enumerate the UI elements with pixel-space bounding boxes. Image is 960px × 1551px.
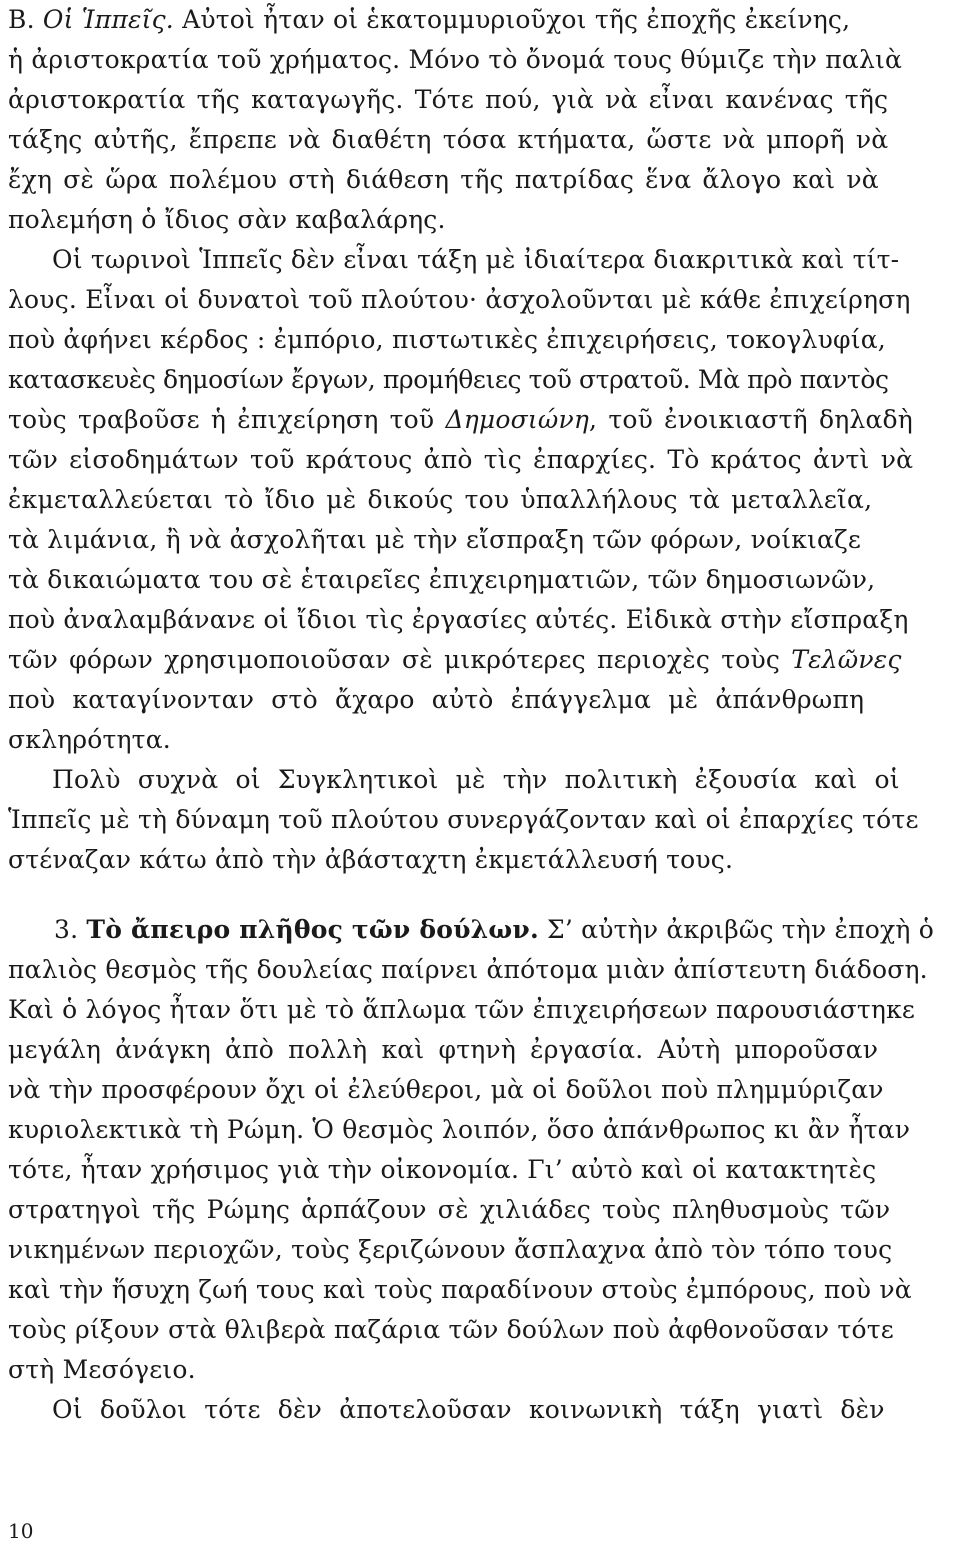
text-line: ποὺ ἀφήνει κέρδος : ἐμπόριο, πιστωτικὲς ἐπιχειρήσεις, τοκογλυφία,: [8, 325, 886, 354]
text-line: τὰ λιμάνια, ἢ νὰ ἀσχολῆται μὲ τὴν εἴσπραξη τῶν φόρων, νοίκιαζε: [8, 525, 862, 554]
text-line: λους. Εἶναι οἱ δυνατοὶ τοῦ πλούτου· ἀσχολοῦνται μὲ κάθε ἐπιχείρηση: [8, 285, 911, 314]
text-line: τὰ δικαιώματα του σὲ ἑταιρεῖες ἐπιχειρηματιῶν, τῶν δημοσιωνῶν,: [8, 565, 876, 594]
text-line: ἡ ἀριστοκρατία τοῦ χρήματος. Μόνο τὸ ὄνομά τους θύμιζε τὴν παλιὰ: [8, 45, 903, 74]
text-line: ἀριστοκρατία τῆς καταγωγῆς. Τότε πού, γιὰ νὰ εἶναι κανένας τῆς: [8, 85, 889, 114]
text-line: ἔχη σὲ ὥρα πολέμου στὴ διάθεση τῆς πατρίδας ἕνα ἄλογο καὶ νὰ: [8, 165, 879, 194]
text-line: στὴ Μεσόγειο.: [8, 1355, 196, 1384]
section-heading: Τὸ ἄπειρο πλῆθος τῶν δούλων.: [86, 915, 539, 944]
text-line: μεγάλη ἀνάγκη ἀπὸ πολλὴ καὶ φτηνὴ ἐργασία. Αὐτὴ μποροῦσαν: [8, 1035, 879, 1064]
section-heading-line: 3. Τὸ ἄπειρο πλῆθος τῶν δούλων. Σ’ αὐτὴν ἀκριβῶς τὴν ἐποχὴ ὁ: [54, 915, 934, 944]
text-line: Οἱ δοῦλοι τότε δὲν ἀποτελοῦσαν κοινωνικὴ τάξη γιατὶ δὲν: [52, 1395, 885, 1424]
text-line: καὶ τὴν ἥσυχη ζωή τους καὶ τοὺς παραδίνουν στοὺς ἐμπόρους, ποὺ νὰ: [8, 1275, 912, 1304]
text-line: κατασκευὲς δημοσίων ἔργων, προμήθειες τοῦ στρατοῦ. Μὰ πρὸ παντὸς: [8, 365, 889, 394]
text-line: στέναζαν κάτω ἀπὸ τὴν ἀβάσταχτη ἐκμετάλλευσή τους.: [8, 845, 734, 874]
text-line: τάξης αὐτῆς, ἔπρεπε νὰ διαθέτη τόσα κτήματα, ὥστε νὰ μπορῆ νὰ: [8, 125, 889, 154]
text-line: τότε, ἦταν χρήσιμος γιὰ τὴν οἰκονομία. Γι’ αὐτὸ καὶ οἱ κατακτητὲς: [8, 1155, 877, 1184]
text-line: Οἱ τωρινοὶ Ἱππεῖς δὲν εἶναι τάξη μὲ ἰδιαίτερα διακριτικὰ καὶ τίτ-: [52, 245, 900, 274]
text-line: νικημένων περιοχῶν, τοὺς ξεριζώνουν ἄσπλαχνα ἀπὸ τὸν τόπο τους: [8, 1235, 893, 1264]
text-line: σκληρότητα.: [8, 725, 171, 754]
text-line: κυριολεκτικὰ τὴ Ρώμη. Ὁ θεσμὸς λοιπόν, ὅσο ἀπάνθρωπος κι ἂν ἦταν: [8, 1115, 911, 1144]
text-line: τοὺς ρίξουν στὰ θλιβερὰ παζάρια τῶν δούλων ποὺ ἀφθονοῦσαν τότε: [8, 1315, 894, 1344]
text-line: Καὶ ὁ λόγος ἦταν ὅτι μὲ τὸ ἅπλωμα τῶν ἐπιχειρήσεων παρουσιάστηκε: [8, 995, 916, 1024]
text-line: παλιὸς θεσμὸς τῆς δουλείας παίρνει ἀπότομα μιὰν ἀπίστευτη διάδοση.: [8, 955, 928, 984]
text-line: τοὺς τραβοῦσε ἡ ἐπιχείρηση τοῦ Δημοσιώνη, τοῦ ἐνοικιαστῆ δηλαδὴ: [8, 405, 913, 434]
page-number: 10: [8, 1519, 34, 1543]
text-line: Ἱππεῖς μὲ τὴ δύναμη τοῦ πλούτου συνεργάζονταν καὶ οἱ ἐπαρχίες τότε: [8, 805, 919, 834]
text-line: τῶν εἰσοδημάτων τοῦ κράτους ἀπὸ τὶς ἐπαρχίες. Τὸ κράτος ἀντὶ νὰ: [8, 445, 914, 474]
text-line: ποὺ ἀναλαμβάνανε οἱ ἴδιοι τὶς ἐργασίες αὐτές. Εἰδικὰ στὴν εἴσπραξη: [8, 605, 909, 634]
text-line: B. Οἱ Ἱππεῖς. Αὐτοὶ ἦταν οἱ ἑκατομμυριοῦχοι τῆς ἐποχῆς ἐκείνης,: [8, 5, 851, 34]
text-line: στρατηγοὶ τῆς Ρώμης ἁρπάζουν σὲ χιλιάδες τοὺς πληθυσμοὺς τῶν: [8, 1195, 891, 1224]
text-line: Πολὺ συχνὰ οἱ Συγκλητικοὶ μὲ τὴν πολιτικὴ ἐξουσία καὶ οἱ: [52, 765, 900, 794]
text-line: τῶν φόρων χρησιμοποιοῦσαν σὲ μικρότερες περιοχὲς τοὺς Τελῶνες: [8, 645, 902, 674]
text-line: ποὺ καταγίνονταν στὸ ἄχαρο αὐτὸ ἐπάγγελμα μὲ ἀπάνθρωπη: [8, 685, 865, 714]
text-line: ἐκμεταλλεύεται τὸ ἴδιο μὲ δικούς του ὑπαλλήλους τὰ μεταλλεῖα,: [8, 485, 873, 514]
text-line: νὰ τὴν προσφέρουν ὄχι οἱ ἐλεύθεροι, μὰ οἱ δοῦλοι ποὺ πλημμύριζαν: [8, 1075, 884, 1104]
text-line: πολεμήση ὁ ἴδιος σὰν καβαλάρης.: [8, 205, 446, 234]
